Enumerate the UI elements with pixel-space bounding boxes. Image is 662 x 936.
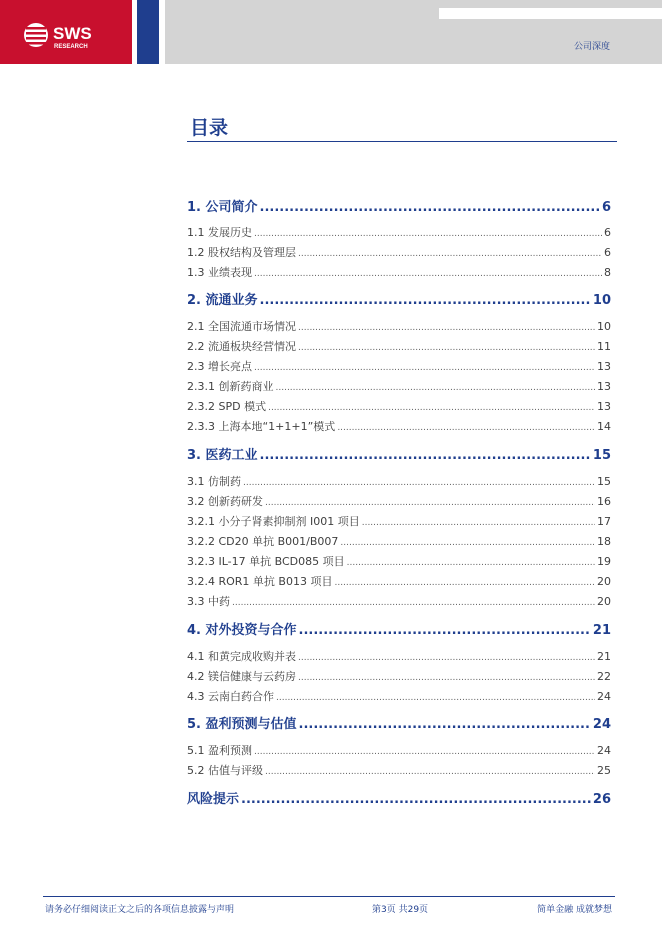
toc-leader-dots xyxy=(260,293,591,308)
toc-title: 目录 xyxy=(190,117,229,139)
toc-entry-2-3-2[interactable] xyxy=(187,398,611,414)
toc-entry-page: 22 xyxy=(597,670,611,683)
toc-entry-label: 3.1 仿制药 xyxy=(187,475,241,488)
toc-entry-label: 5. 盈利预测与估值 xyxy=(187,717,297,732)
toc-entry-page: 6 xyxy=(601,200,611,215)
toc-entry-4-2[interactable] xyxy=(187,668,611,684)
toc-entry-label: 4.3 云南白药合作 xyxy=(187,690,274,703)
toc-entry-1-3[interactable] xyxy=(187,264,611,280)
toc-entry-5-2[interactable] xyxy=(187,762,611,778)
toc-leader-dots xyxy=(265,767,595,777)
toc-entry-page: 20 xyxy=(597,575,611,588)
toc-entry-risk[interactable] xyxy=(187,788,611,807)
toc-entry-label: 2.3.1 创新药商业 xyxy=(187,380,274,393)
svg-text:SWS: SWS xyxy=(53,24,92,43)
toc-entry-label: 4. 对外投资与合作 xyxy=(187,623,297,638)
toc-leader-dots xyxy=(298,673,595,683)
toc-entry-page: 6 xyxy=(604,226,611,239)
toc-entry-label: 3.2.4 ROR1 单抗 B013 项目 xyxy=(187,575,333,588)
toc-entry-section-5[interactable] xyxy=(187,713,611,732)
toc-leader-dots xyxy=(276,693,595,703)
toc-entry-label: 2. 流通业务 xyxy=(187,293,258,308)
toc-entry-page: 13 xyxy=(597,360,611,373)
toc-entry-section-2[interactable] xyxy=(187,289,611,308)
toc-entry-label: 1. 公司简介 xyxy=(187,200,258,215)
toc-entry-3-2-3[interactable] xyxy=(187,553,611,569)
toc-entry-page: 24 xyxy=(592,717,611,732)
toc-entry-4-3[interactable] xyxy=(187,688,611,704)
toc-entry-page: 15 xyxy=(597,475,611,488)
toc-entry-page: 18 xyxy=(597,535,611,548)
toc-leader-dots xyxy=(334,578,595,588)
toc-entry-label: 3.2.2 CD20 单抗 B001/B007 xyxy=(187,535,339,548)
toc-entry-page: 26 xyxy=(592,792,611,807)
header-blue-stripe xyxy=(137,0,159,64)
toc-leader-dots xyxy=(243,478,595,488)
toc-entry-section-1[interactable] xyxy=(187,196,611,215)
toc-leader-dots xyxy=(299,623,591,638)
toc-leader-dots xyxy=(362,518,595,528)
toc-entry-label: 5.2 估值与评级 xyxy=(187,764,263,777)
footer-slogan: 简单金融 成就梦想 xyxy=(537,905,612,915)
toc-leader-dots xyxy=(298,249,602,259)
toc-entry-label: 风险提示 xyxy=(187,792,240,807)
toc-leader-dots xyxy=(347,558,595,568)
toc-leader-dots xyxy=(232,598,595,608)
toc-entry-page: 13 xyxy=(597,400,611,413)
toc-entry-page: 19 xyxy=(597,555,611,568)
toc-entry-label: 3.2.1 小分子肾素抑制剂 I001 项目 xyxy=(187,515,360,528)
toc-leader-dots xyxy=(268,403,595,413)
toc-entry-label: 2.2 流通板块经营情况 xyxy=(187,340,296,353)
toc-leader-dots xyxy=(299,717,591,732)
toc-entry-5-1[interactable] xyxy=(187,742,611,758)
toc-entry-label: 3.3 中药 xyxy=(187,595,230,608)
toc-entry-page: 16 xyxy=(597,495,611,508)
toc-entry-label: 5.1 盈利预测 xyxy=(187,744,252,757)
toc-entry-1-2[interactable] xyxy=(187,244,611,260)
footer-page-info: 第3页 共29页 xyxy=(372,905,429,915)
toc-entry-1-1[interactable] xyxy=(187,224,611,240)
toc-leader-dots xyxy=(337,423,595,433)
toc-entry-label: 4.1 和黄完成收购并表 xyxy=(187,650,296,663)
toc-entry-2-2[interactable] xyxy=(187,338,611,354)
toc-entry-label: 2.1 全国流通市场情况 xyxy=(187,320,296,333)
toc-entry-page: 8 xyxy=(604,266,611,279)
toc-entry-label: 2.3 增长亮点 xyxy=(187,360,252,373)
toc-entry-page: 11 xyxy=(597,340,611,353)
toc-entry-label: 1.1 发展历史 xyxy=(187,226,252,239)
toc-entry-3-2[interactable] xyxy=(187,493,611,509)
toc-entry-4-1[interactable] xyxy=(187,648,611,664)
toc-leader-dots xyxy=(260,200,600,215)
toc-leader-dots xyxy=(260,448,591,463)
sws-logo xyxy=(22,18,122,52)
toc-entry-page: 10 xyxy=(592,293,611,308)
toc-entry-3-2-2[interactable] xyxy=(187,533,611,549)
toc-entry-3-1[interactable] xyxy=(187,473,611,489)
toc-entry-page: 24 xyxy=(597,744,611,757)
toc-leader-dots xyxy=(254,747,595,757)
toc-entry-label: 1.3 业绩表现 xyxy=(187,266,252,279)
toc-entry-2-3-1[interactable] xyxy=(187,378,611,394)
footer-disclaimer: 请务必仔细阅读正文之后的各项信息披露与声明 xyxy=(45,905,235,915)
toc-entry-page: 20 xyxy=(597,595,611,608)
toc-entry-label: 3. 医药工业 xyxy=(187,448,258,463)
toc-entry-section-3[interactable] xyxy=(187,444,611,463)
toc-entry-label: 2.3.2 SPD 模式 xyxy=(187,400,267,413)
toc-entry-page: 15 xyxy=(592,448,611,463)
toc-entry-page: 24 xyxy=(597,690,611,703)
toc-entry-3-2-1[interactable] xyxy=(187,513,611,529)
toc-entry-page: 13 xyxy=(597,380,611,393)
toc-entry-2-1[interactable] xyxy=(187,318,611,334)
toc-entry-label: 4.2 镁信健康与云药房 xyxy=(187,670,296,683)
toc-entry-label: 3.2.3 IL-17 单抗 BCD085 项目 xyxy=(187,555,345,568)
toc-leader-dots xyxy=(298,653,595,663)
toc-entry-page: 21 xyxy=(597,650,611,663)
toc-entry-label: 2.3.3 上海本地“1+1+1”模式 xyxy=(187,420,336,433)
report-type-label: 公司深度 xyxy=(573,42,610,52)
toc-entry-2-3-3[interactable] xyxy=(187,418,611,434)
toc-leader-dots xyxy=(298,343,595,353)
toc-entry-3-2-4[interactable] xyxy=(187,573,611,589)
header-logo-block xyxy=(0,0,132,64)
toc-leader-dots xyxy=(276,383,596,393)
toc-entry-3-3[interactable] xyxy=(187,593,611,609)
toc-entry-page: 10 xyxy=(597,320,611,333)
toc-entry-section-4[interactable] xyxy=(187,619,611,638)
svg-text:RESEARCH: RESEARCH xyxy=(54,44,88,50)
toc-title-rule xyxy=(187,141,617,142)
toc-leader-dots xyxy=(254,363,595,373)
toc-entry-page: 14 xyxy=(597,420,611,433)
toc-leader-dots xyxy=(254,269,602,279)
toc-leader-dots xyxy=(241,792,591,807)
toc-entry-page: 17 xyxy=(597,515,611,528)
toc-entry-label: 1.2 股权结构及管理层 xyxy=(187,246,296,259)
toc-leader-dots xyxy=(265,498,595,508)
toc-entry-2-3[interactable] xyxy=(187,358,611,374)
toc-leader-dots xyxy=(298,323,595,333)
toc-entry-label: 3.2 创新药研发 xyxy=(187,495,263,508)
toc-entry-page: 25 xyxy=(597,764,611,777)
footer-rule xyxy=(43,896,615,897)
toc-entry-page: 21 xyxy=(592,623,611,638)
toc-entry-page: 6 xyxy=(604,246,611,259)
toc-leader-dots xyxy=(340,538,595,548)
toc-leader-dots xyxy=(254,229,602,239)
header-white-bar xyxy=(439,8,662,19)
